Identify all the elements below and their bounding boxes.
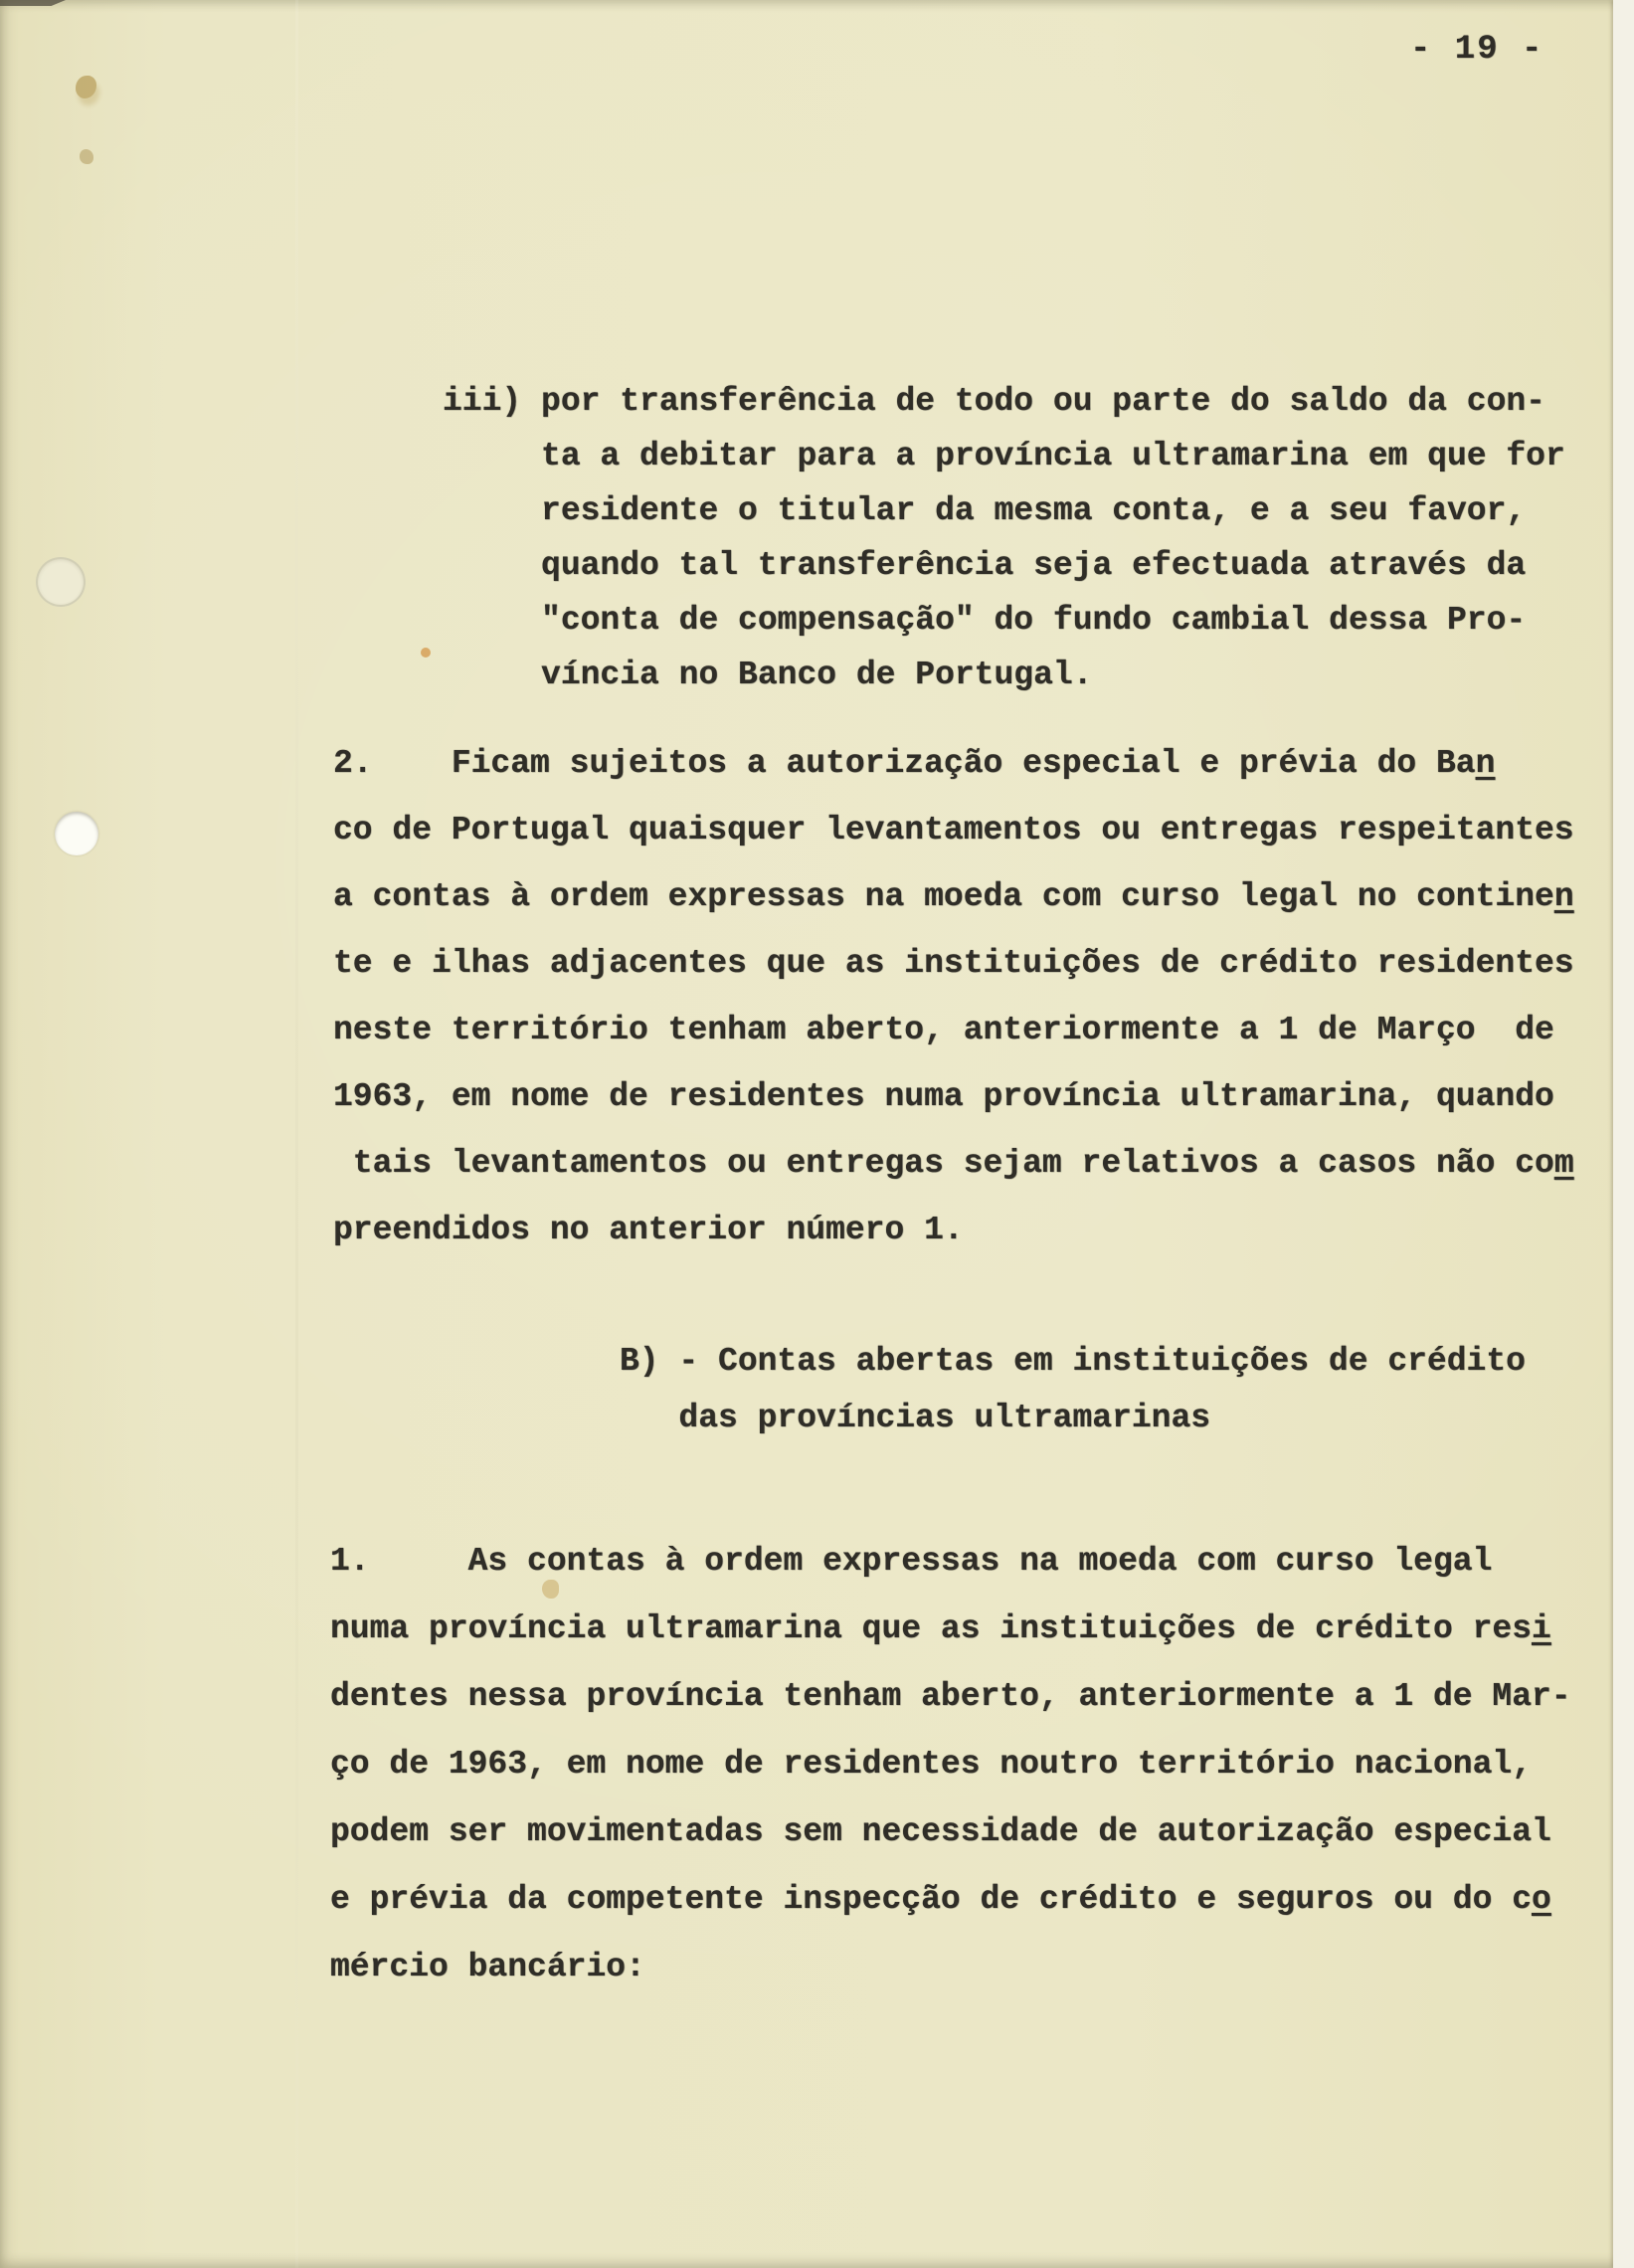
paragraph-1 — [330, 1528, 1571, 2001]
text-line: tais levantamentos ou entregas sejam relativos a casos não com — [333, 1145, 1574, 1182]
paper-stain — [76, 76, 96, 98]
text-line: víncia no Banco de Portugal. — [443, 657, 1093, 693]
text-line: das províncias ultramarinas — [620, 1400, 1211, 1436]
text-line: B) - Contas abertas em instituições de crédito — [620, 1343, 1526, 1380]
text-line: residente o titular da mesma conta, e a seu favor, — [443, 492, 1527, 529]
section-heading-b — [620, 1333, 1526, 1446]
text-line: te e ilhas adjacentes que as instituições de crédito residentes — [333, 945, 1574, 982]
text-line: co de Portugal quaisquer levantamentos ou entregas respeitantes — [333, 812, 1574, 849]
text-line: dentes nessa província tenham aberto, anteriormente a 1 de Mar- — [330, 1678, 1571, 1715]
text-line: podem ser movimentadas sem necessidade de autorização especial — [330, 1813, 1551, 1850]
text-line: mércio bancário: — [330, 1949, 645, 1985]
text-line: neste território tenham aberto, anteriormente a 1 de Março de — [333, 1012, 1554, 1048]
text-line: e prévia da competente inspecção de crédito e seguros ou do co — [330, 1881, 1551, 1918]
item-iii-paragraph — [443, 374, 1565, 702]
paper-fold-line — [295, 0, 298, 2268]
text-line: 2. Ficam sujeitos a autorização especial e prévia do Ban — [333, 745, 1496, 782]
text-line: 1963, em nome de residentes numa província ultramarina, quando — [333, 1078, 1554, 1115]
text-line: 1. As contas à ordem expressas na moeda com curso legal — [330, 1543, 1493, 1580]
text-line: iii) por transferência de todo ou parte do saldo da con- — [443, 383, 1545, 420]
text-line: numa província ultramarina que as instituições de crédito resi — [330, 1610, 1551, 1647]
scan-edge-strip — [1613, 0, 1634, 2268]
scan-corner-mark — [0, 0, 66, 6]
text-line: a contas à ordem expressas na moeda com curso legal no continen — [333, 878, 1574, 915]
hole-punch-impression — [36, 557, 86, 607]
text-line: ta a debitar para a província ultramarina em que for — [443, 438, 1565, 474]
text-line: ço de 1963, em nome de residentes noutro território nacional, — [330, 1746, 1532, 1783]
text-line: "conta de compensação" do fundo cambial dessa Pro- — [443, 602, 1527, 639]
page-number: - 19 - — [1410, 31, 1544, 69]
paper-stain — [80, 149, 93, 164]
text-line: quando tal transferência seja efectuada através da — [443, 547, 1527, 584]
paragraph-2 — [333, 730, 1574, 1263]
hole-punch — [55, 812, 98, 855]
text-line: preendidos no anterior número 1. — [333, 1212, 964, 1248]
paper-stain — [421, 648, 431, 658]
